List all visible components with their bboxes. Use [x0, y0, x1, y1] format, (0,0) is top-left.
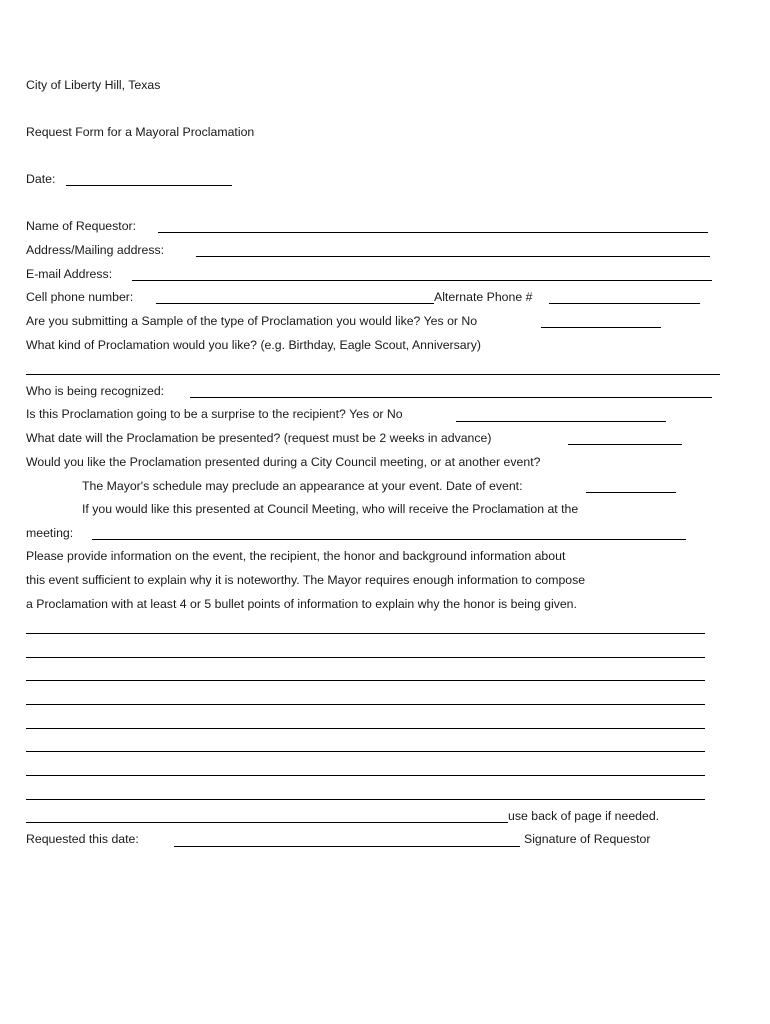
- venue-question: Would you like the Proclamation presented during a City Council meeting, or at another event?: [26, 455, 541, 469]
- surprise-answer-field[interactable]: [456, 421, 666, 422]
- sample-question: Are you submitting a Sample of the type of Proclamation you would like? Yes or No: [26, 314, 478, 328]
- info-line-3[interactable]: [26, 680, 705, 681]
- alternate-phone-label: Alternate Phone #: [434, 290, 533, 304]
- date-field[interactable]: [66, 185, 232, 186]
- requestor-field[interactable]: [158, 232, 708, 233]
- back-of-page-note: use back of page if needed.: [508, 809, 660, 823]
- instructions-line-3: a Proclamation with at least 4 or 5 bullet points of information to explain why the honor is being given.: [26, 597, 577, 611]
- form-title: Request Form for a Mayoral Proclamation: [26, 125, 255, 139]
- kind-question: What kind of Proclamation would you like? (e.g. Birthday, Eagle Scout, Anniversary): [26, 338, 481, 352]
- info-line-6[interactable]: [26, 751, 705, 752]
- recognized-field[interactable]: [190, 397, 712, 398]
- info-line-5[interactable]: [26, 728, 705, 729]
- info-line-8[interactable]: [26, 799, 705, 800]
- info-line-7[interactable]: [26, 775, 705, 776]
- info-line-9[interactable]: [26, 822, 508, 823]
- event-date-field[interactable]: [586, 492, 676, 493]
- signature-field[interactable]: [174, 846, 520, 847]
- meeting-label: meeting:: [26, 526, 74, 540]
- presented-date-field[interactable]: [568, 444, 682, 445]
- recognized-label: Who is being recognized:: [26, 384, 165, 398]
- instructions-line-2: this event sufficient to explain why it is noteworthy. The Mayor requires enough information to compose: [26, 573, 586, 587]
- meeting-recipient-field[interactable]: [92, 539, 686, 540]
- email-field[interactable]: [132, 280, 712, 281]
- email-label: E-mail Address:: [26, 267, 113, 281]
- info-line-4[interactable]: [26, 704, 705, 705]
- cell-phone-field[interactable]: [156, 303, 434, 304]
- kind-answer-field[interactable]: [26, 374, 720, 375]
- surprise-question: Is this Proclamation going to be a surprise to the recipient? Yes or No: [26, 407, 403, 421]
- signature-label: Signature of Requestor: [524, 832, 651, 846]
- alternate-phone-field[interactable]: [549, 303, 700, 304]
- presented-date-question: What date will the Proclamation be presented? (request must be 2 weeks in advance): [26, 431, 492, 445]
- instructions-line-1: Please provide information on the event, the recipient, the honor and background information about: [26, 549, 566, 563]
- sample-answer-field[interactable]: [541, 327, 661, 328]
- info-line-1[interactable]: [26, 633, 705, 634]
- info-line-2[interactable]: [26, 657, 705, 658]
- cell-phone-label: Cell phone number:: [26, 290, 134, 304]
- address-label: Address/Mailing address:: [26, 243, 165, 257]
- city-heading: City of Liberty Hill, Texas: [26, 78, 161, 92]
- schedule-note: The Mayor's schedule may preclude an appearance at your event. Date of event:: [82, 479, 523, 493]
- date-label: Date:: [26, 172, 56, 186]
- address-field[interactable]: [196, 256, 710, 257]
- requestor-label: Name of Requestor:: [26, 219, 137, 233]
- council-question: If you would like this presented at Council Meeting, who will receive the Proclamation at the: [82, 502, 579, 516]
- requested-date-label: Requested this date:: [26, 832, 139, 846]
